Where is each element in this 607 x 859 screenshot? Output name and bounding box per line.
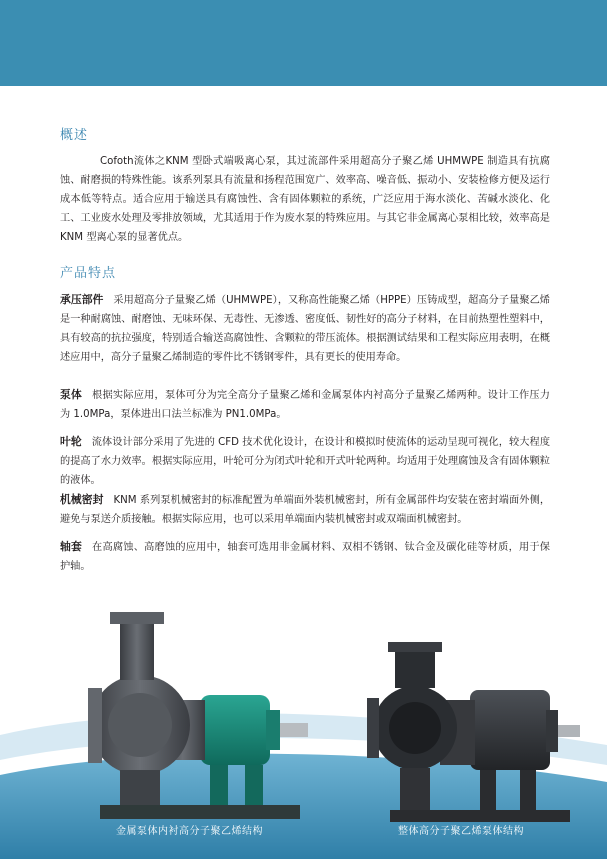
feature-impeller [60,432,550,490]
features-heading: 产品特点 [60,266,117,281]
feature-title: 承压部件 [60,293,104,306]
feature-text: KNM 系列泵机械密封的标准配置为单端面外装机械密封，所有金属部件均安装在密封端面外侧，避免与泵送介质接触。根据实际应用，也可以采用单端面内装机械密封或双端面机械密封。 [60,495,551,525]
caption-right: 整体高分子聚乙烯泵体结构 [398,826,524,837]
overview-heading: 概述 [60,128,89,143]
feature-text: 流体设计部分采用了先进的 CFD 技术优化设计，在设计和模拟时使流体的运动呈现可视化，较大程度的提高了水力效率。根据实际应用，叶轮可分为闭式叶轮和开式叶轮两种。均适用于处理腐蚀及含有固体颗粒的液体。 [60,437,551,486]
caption-left: 金属泵体内衬高分子聚乙烯结构 [116,826,263,837]
feature-title: 轴套 [60,540,83,553]
overview-paragraph: Cofoth流体之KNM 型卧式端吸离心泵，其过流部件采用超高分子聚乙烯 UHMWPE 制造具有抗腐蚀、耐磨损的特殊性能。该系列泵具有流量和扬程范围宽广、效率高、噪音低、振动小、安装检修方便及运行成本低等特点。适合应用于输送具有腐蚀性、含有固体颗粒的系统，广泛应用于海水淡化、苦碱水淡化、化工、工业废水处理及零排放领域，尤其适用于作为废水泵的特殊应用。与其它非金属离心泵相比较，效率高是 KNM 型离心泵的显著优点。 [60,156,550,243]
product-illustration [0,560,607,859]
feature-text: 采用超高分子量聚乙烯（UHMWPE），又称高性能聚乙烯（HPPE）压铸成型，超高分子量聚乙烯是一种耐腐蚀、耐磨蚀、无味环保、无毒性、无渗透、密度低、韧性好的高分子材料，在目前热塑性塑料中，具有较高的抗拉强度，特别适合输送高腐蚀性、含颗粒的带压流体。根据测试结果和工程实际应用表明，在概述应用中，高分子量聚乙烯制造的零件比不锈钢零件，具有更长的使用寿命。 [60,295,550,363]
top-color-band [0,0,607,86]
feature-title: 机械密封 [60,493,104,506]
feature-text: 在高腐蚀、高磨蚀的应用中，轴套可选用非金属材料、双相不锈钢、钛合金及碳化硅等材质，用于保护轴。 [60,542,550,572]
feature-text: 根据实际应用，泵体可分为完全高分子量聚乙烯和金属泵体内衬高分子量聚乙烯两种。设计工作压力为 1.0MPa，泵体进出口法兰标准为 PN1.0MPa。 [60,390,550,420]
feature-mechanical-seal [60,490,550,529]
feature-title: 泵体 [60,388,83,401]
feature-pump-body [60,385,550,424]
feature-pressure-parts [60,290,550,367]
feature-title: 叶轮 [60,435,82,448]
